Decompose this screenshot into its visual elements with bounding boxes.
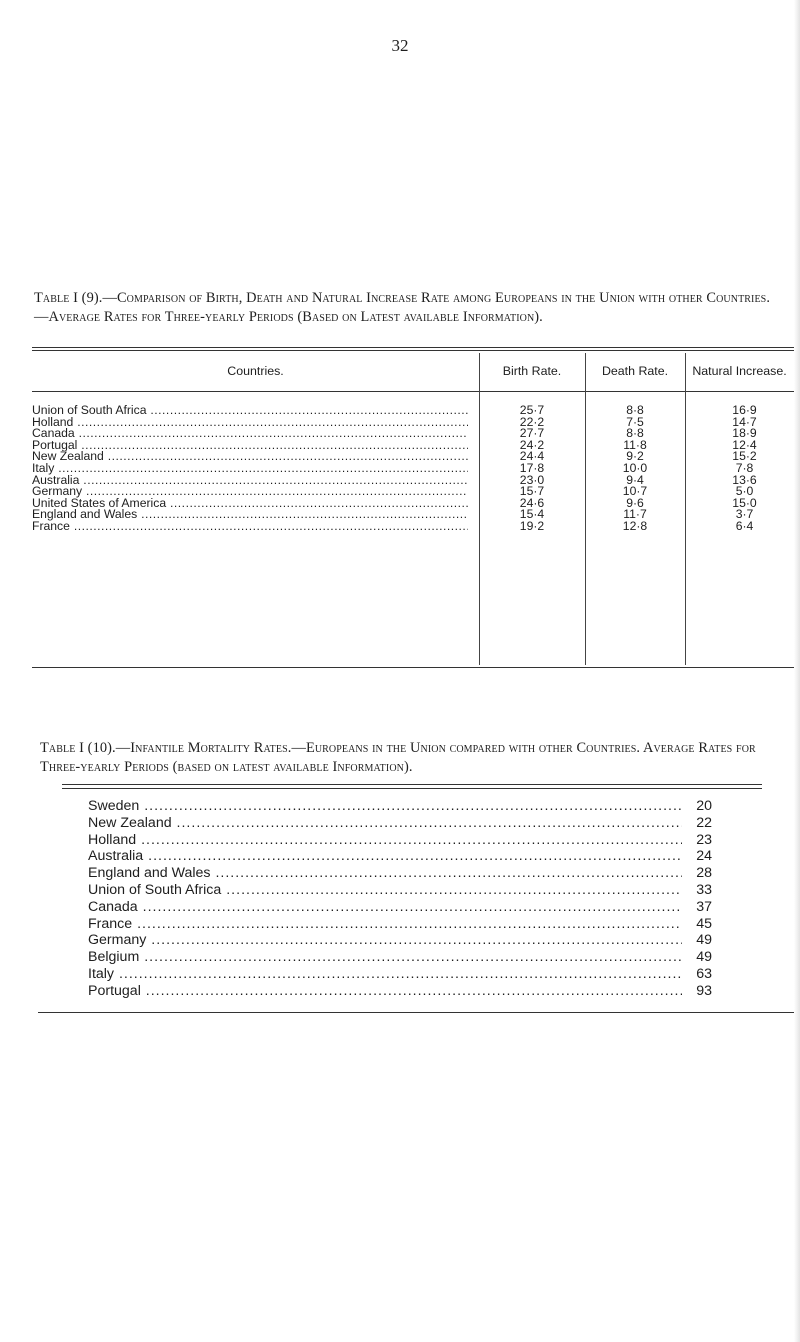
- table1-body: [32, 405, 794, 533]
- country-cell: Belgium .....: [88, 949, 688, 966]
- table-row: [32, 405, 794, 417]
- country-cell: Germany .....: [32, 486, 468, 498]
- mortality-rate-cell: 63: [682, 966, 712, 983]
- birth-rate-cell: 23·0: [519, 472, 545, 487]
- death-rate-cell: 10·7: [622, 484, 648, 499]
- country-cell: England and Wales .....: [88, 865, 688, 882]
- birth-rate-cell: 24·4: [519, 449, 545, 464]
- list-item: [88, 899, 712, 916]
- country-cell: England and Wales .....: [32, 509, 468, 521]
- table-rule: [32, 667, 794, 668]
- natural-increase-cell: 7·8: [735, 460, 754, 475]
- header-birth-rate: Birth Rate.: [502, 364, 562, 378]
- mortality-rate-cell: 45: [682, 916, 712, 933]
- list-item: [88, 832, 712, 849]
- mortality-rate-cell: 93: [682, 983, 712, 1000]
- birth-rate-cell: 17·8: [519, 460, 545, 475]
- table2-caption: Table I (10).—Infantile Mortality Rates.—Europeans in the Union compared with other Countries. Average Rates for Three-yearly Periods (based on latest available Information).: [40, 740, 756, 775]
- table-rule: [38, 1012, 794, 1013]
- mortality-rate-cell: 24: [682, 848, 712, 865]
- table2-body: [88, 798, 712, 1000]
- list-item: [88, 916, 712, 933]
- country-cell: Australia .....: [32, 475, 468, 487]
- table-row: [32, 509, 794, 521]
- natural-increase-cell: 14·7: [732, 414, 757, 429]
- country-cell: Italy .....: [88, 966, 688, 983]
- table-rule: [62, 788, 762, 789]
- mortality-rate-cell: 33: [682, 882, 712, 899]
- list-item: [88, 865, 712, 882]
- natural-increase-cell: 6·4: [735, 518, 754, 533]
- death-rate-cell: 9·2: [626, 449, 644, 464]
- country-cell: Portugal .....: [32, 440, 468, 452]
- mortality-rate-cell: 37: [682, 899, 712, 916]
- country-cell: New Zealand .....: [88, 815, 688, 832]
- list-item: [88, 848, 712, 865]
- table-rule: [32, 347, 794, 348]
- country-cell: France .....: [32, 521, 468, 533]
- country-cell: Portugal .....: [88, 983, 688, 1000]
- country-cell: Canada .....: [32, 428, 468, 440]
- list-item: [88, 983, 712, 1000]
- country-cell: Holland .....: [88, 832, 688, 849]
- birth-rate-cell: 15·4: [519, 507, 545, 522]
- country-cell: Union of South Africa .....: [88, 882, 688, 899]
- country-cell: Australia .....: [88, 848, 688, 865]
- mortality-rate-cell: 20: [682, 798, 712, 815]
- country-cell: New Zealand .....: [32, 451, 468, 463]
- mortality-rate-cell: 49: [682, 949, 712, 966]
- list-item: [88, 932, 712, 949]
- mortality-rate-cell: 22: [682, 815, 712, 832]
- natural-increase-cell: 18·9: [732, 426, 757, 441]
- table1-caption: Table I (9).—Comparison of Birth, Death and Natural Increase Rate among Europeans in the Union with other Countries.—Average Rates for Three-yearly Periods (Based on Latest available Information).: [34, 290, 771, 325]
- death-rate-cell: 8·8: [626, 403, 644, 417]
- natural-increase-cell: 13·6: [732, 472, 757, 487]
- death-rate-cell: 9·6: [626, 495, 644, 510]
- natural-increase-cell: 15·2: [732, 449, 757, 464]
- country-cell: United States of America .....: [32, 498, 468, 510]
- birth-rate-cell: 15·7: [519, 484, 545, 499]
- birth-death-rate-table: [32, 347, 794, 669]
- header-natural-increase: Natural Increase.: [692, 364, 787, 378]
- table-row: [32, 414, 794, 429]
- birth-rate-cell: 24·2: [519, 437, 545, 452]
- scan-edge-shadow: [794, 0, 800, 1342]
- header-rule: [32, 391, 794, 392]
- table-row: [32, 428, 794, 440]
- death-rate-cell: 11·8: [623, 437, 647, 452]
- mortality-rate-cell: 23: [682, 832, 712, 849]
- birth-rate-cell: 19·2: [519, 518, 545, 533]
- natural-increase-cell: 5·0: [735, 484, 754, 499]
- header-countries: Countries.: [227, 364, 284, 378]
- page-number: 32: [391, 36, 409, 55]
- country-cell: Italy .....: [32, 463, 468, 475]
- table-row: [32, 518, 794, 533]
- death-rate-cell: 12·8: [622, 518, 648, 533]
- birth-rate-cell: 22·2: [519, 414, 545, 429]
- list-item: [88, 815, 712, 832]
- birth-rate-cell: 27·7: [519, 426, 545, 441]
- country-cell: France .....: [88, 916, 688, 933]
- death-rate-cell: 8·8: [626, 426, 644, 441]
- natural-increase-cell: 15·0: [732, 495, 757, 510]
- infant-mortality-table: [52, 784, 794, 1014]
- list-item: [88, 798, 712, 815]
- list-item: [88, 966, 712, 983]
- birth-rate-cell: 25·7: [519, 403, 545, 417]
- country-cell: Germany .....: [88, 932, 688, 949]
- natural-increase-cell: 16·9: [732, 403, 757, 417]
- country-cell: Holland .....: [32, 417, 468, 429]
- table-row: [32, 460, 794, 475]
- list-item: [88, 882, 712, 899]
- death-rate-cell: 11·7: [623, 507, 647, 522]
- natural-increase-cell: 12·4: [732, 437, 757, 452]
- table-row: [32, 495, 794, 510]
- table-rule: [62, 784, 762, 785]
- death-rate-cell: 9·4: [626, 472, 644, 487]
- table-row: [32, 437, 794, 452]
- country-cell: Canada .....: [88, 899, 688, 916]
- mortality-rate-cell: 28: [682, 865, 712, 882]
- mortality-rate-cell: 49: [682, 932, 712, 949]
- natural-increase-cell: 3·7: [735, 507, 754, 522]
- death-rate-cell: 7·5: [626, 414, 644, 429]
- table-rule: [32, 350, 794, 351]
- header-death-rate: Death Rate.: [601, 364, 669, 378]
- table-row: [32, 472, 794, 487]
- table-row: [32, 451, 794, 463]
- country-cell: Sweden .....: [88, 798, 688, 815]
- death-rate-cell: 10·0: [622, 460, 648, 475]
- country-cell: Union of South Africa .....: [32, 405, 468, 417]
- birth-rate-cell: 24·6: [519, 495, 545, 510]
- table-row: [32, 486, 794, 498]
- list-item: [88, 949, 712, 966]
